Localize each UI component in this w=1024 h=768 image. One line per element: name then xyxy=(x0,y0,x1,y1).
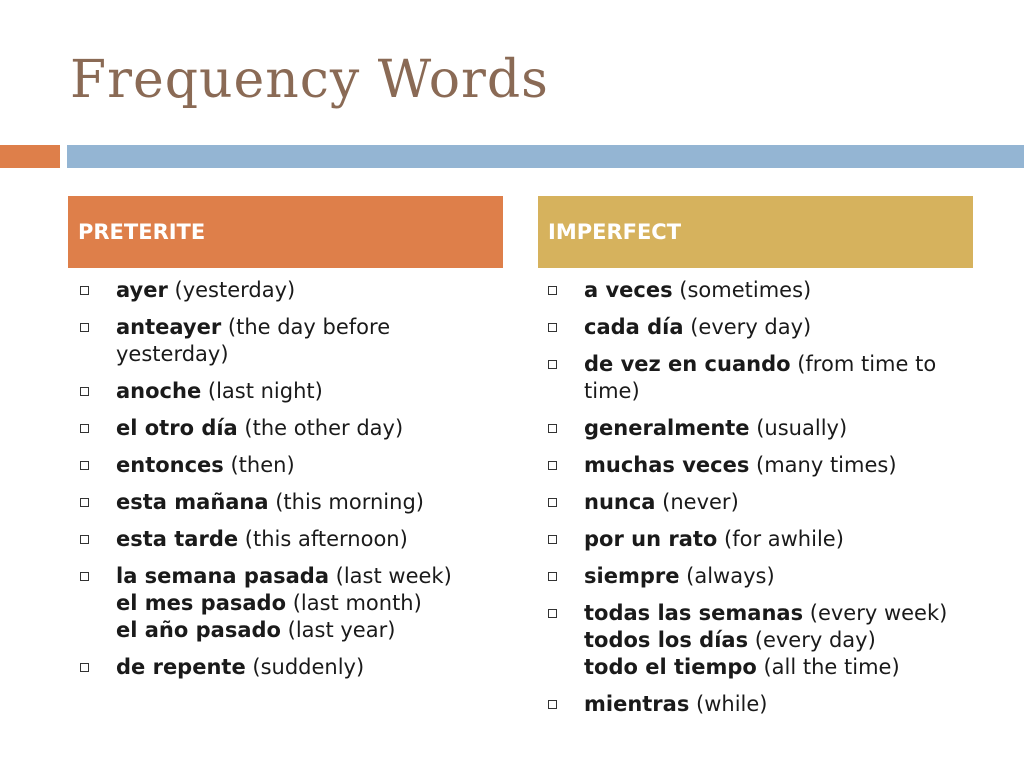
item-line xyxy=(584,378,988,405)
spanish-term: todas las semanas xyxy=(584,601,804,625)
item-line xyxy=(116,526,500,553)
english-meaning: (last year) xyxy=(280,618,396,642)
item-line xyxy=(584,489,988,516)
square-bullet-icon xyxy=(80,535,89,544)
imperfect-header: IMPERFECT xyxy=(538,196,973,268)
item-line xyxy=(584,351,988,378)
item-line xyxy=(584,600,988,627)
item-line xyxy=(116,314,500,341)
item-line xyxy=(584,563,988,590)
preterite-list-item xyxy=(80,277,500,304)
square-bullet-icon xyxy=(80,387,89,396)
spanish-term: cada día xyxy=(584,315,684,339)
spanish-term: entonces xyxy=(116,453,224,477)
imperfect-list-item xyxy=(548,691,988,718)
square-bullet-icon xyxy=(548,461,557,470)
english-meaning: (every day) xyxy=(748,628,876,652)
spanish-term: de vez en cuando xyxy=(584,352,791,376)
spanish-term: esta mañana xyxy=(116,490,269,514)
spanish-term: la semana pasada xyxy=(116,564,329,588)
imperfect-list-item xyxy=(548,351,988,405)
preterite-list-item xyxy=(80,563,500,644)
spanish-term: a veces xyxy=(584,278,673,302)
imperfect-list-item xyxy=(548,526,988,553)
square-bullet-icon xyxy=(548,535,557,544)
item-line xyxy=(116,452,500,479)
slide-title: Frequency Words xyxy=(70,50,549,110)
english-meaning: (this morning) xyxy=(268,490,424,514)
item-line xyxy=(584,452,988,479)
english-meaning: (the other day) xyxy=(237,416,404,440)
english-meaning: (sometimes) xyxy=(672,278,812,302)
square-bullet-icon xyxy=(80,286,89,295)
english-meaning: (while) xyxy=(689,692,768,716)
item-line xyxy=(584,415,988,442)
accent-bar-orange xyxy=(0,145,60,168)
english-meaning: (always) xyxy=(679,564,775,588)
square-bullet-icon xyxy=(80,424,89,433)
square-bullet-icon xyxy=(80,498,89,507)
preterite-list-item xyxy=(80,654,500,681)
square-bullet-icon xyxy=(548,286,557,295)
item-line xyxy=(584,691,988,718)
spanish-term: muchas veces xyxy=(584,453,750,477)
english-meaning: (last night) xyxy=(201,379,323,403)
english-meaning: (never) xyxy=(655,490,739,514)
spanish-term: generalmente xyxy=(584,416,750,440)
spanish-term: de repente xyxy=(116,655,246,679)
english-meaning: (from time to xyxy=(790,352,937,376)
spanish-term: mientras xyxy=(584,692,690,716)
imperfect-list-item xyxy=(548,314,988,341)
spanish-term: todo el tiempo xyxy=(584,655,757,679)
item-line xyxy=(116,489,500,516)
imperfect-list-item xyxy=(548,415,988,442)
imperfect-list-item xyxy=(548,277,988,304)
english-meaning: (last month) xyxy=(286,591,422,615)
english-meaning: (usually) xyxy=(749,416,848,440)
item-line xyxy=(116,277,500,304)
item-line xyxy=(116,617,500,644)
preterite-list-item xyxy=(80,452,500,479)
square-bullet-icon xyxy=(80,461,89,470)
english-meaning: (every day) xyxy=(683,315,812,339)
item-line xyxy=(116,378,500,405)
square-bullet-icon xyxy=(548,424,557,433)
spanish-term: anteayer xyxy=(116,315,222,339)
preterite-header: PRETERITE xyxy=(68,196,503,268)
english-meaning: (every week) xyxy=(803,601,948,625)
square-bullet-icon xyxy=(548,323,557,332)
spanish-term: ayer xyxy=(116,278,168,302)
spanish-term: todos los días xyxy=(584,628,749,652)
english-meaning: (yesterday) xyxy=(167,278,296,302)
item-line xyxy=(116,341,500,368)
spanish-term: esta tarde xyxy=(116,527,239,551)
preterite-list-item xyxy=(80,314,500,368)
spanish-term: el año pasado xyxy=(116,618,281,642)
item-line xyxy=(584,526,988,553)
preterite-list-item xyxy=(80,415,500,442)
square-bullet-icon xyxy=(548,700,557,709)
preterite-list-item xyxy=(80,526,500,553)
english-meaning: (the day before xyxy=(221,315,391,339)
english-meaning: (then) xyxy=(223,453,295,477)
square-bullet-icon xyxy=(80,663,89,672)
preterite-list xyxy=(80,277,500,691)
square-bullet-icon xyxy=(548,360,557,369)
item-line xyxy=(584,277,988,304)
accent-bar-blue xyxy=(67,145,1024,168)
item-line xyxy=(584,627,988,654)
imperfect-list-item xyxy=(548,600,988,681)
square-bullet-icon xyxy=(80,323,89,332)
english-meaning: (many times) xyxy=(749,453,897,477)
spanish-term: el otro día xyxy=(116,416,238,440)
english-meaning: (for awhile) xyxy=(717,527,844,551)
square-bullet-icon xyxy=(80,572,89,581)
english-meaning: (all the time) xyxy=(756,655,900,679)
preterite-list-item xyxy=(80,378,500,405)
item-line xyxy=(116,590,500,617)
square-bullet-icon xyxy=(548,572,557,581)
spanish-term: siempre xyxy=(584,564,680,588)
english-meaning: time) xyxy=(584,379,640,403)
spanish-term: el mes pasado xyxy=(116,591,287,615)
item-line xyxy=(584,654,988,681)
imperfect-list-item xyxy=(548,489,988,516)
spanish-term: por un rato xyxy=(584,527,718,551)
spanish-term: nunca xyxy=(584,490,656,514)
item-line xyxy=(584,314,988,341)
english-meaning: yesterday) xyxy=(116,342,229,366)
square-bullet-icon xyxy=(548,609,557,618)
item-line xyxy=(116,415,500,442)
imperfect-list xyxy=(548,277,988,728)
preterite-list-item xyxy=(80,489,500,516)
english-meaning: (last week) xyxy=(328,564,452,588)
spanish-term: anoche xyxy=(116,379,202,403)
item-line xyxy=(116,654,500,681)
english-meaning: (suddenly) xyxy=(245,655,365,679)
item-line xyxy=(116,563,500,590)
english-meaning: (this afternoon) xyxy=(238,527,408,551)
square-bullet-icon xyxy=(548,498,557,507)
imperfect-list-item xyxy=(548,452,988,479)
imperfect-list-item xyxy=(548,563,988,590)
